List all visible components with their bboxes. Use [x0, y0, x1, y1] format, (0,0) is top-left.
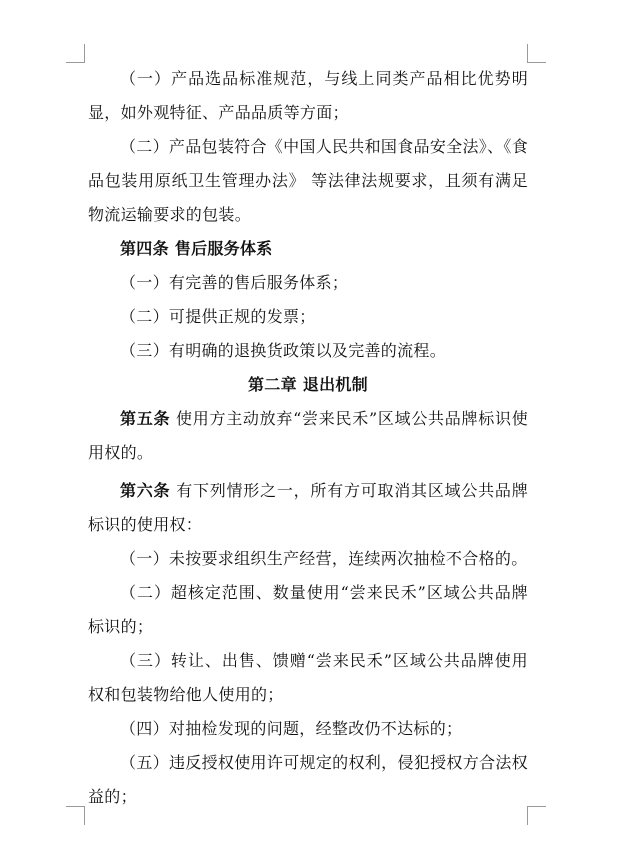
chapter-2-heading: 第二章 退出机制: [248, 375, 368, 394]
article-6-label: 第六条: [120, 481, 171, 500]
article-5-text: 使用方主动放弃“尝来民禾”区域公共品牌标识使用权的。: [88, 409, 528, 462]
article-5-paragraph: [88, 402, 528, 470]
page-corner-mark-top-left: [66, 44, 85, 63]
paragraph-invoice: （二）可提供正规的发票；: [120, 307, 316, 326]
page-corner-mark-bottom-left: [66, 806, 85, 825]
paragraph-return-policy: （三）有明确的退换货政策以及完善的流程。: [120, 341, 447, 360]
paragraph-product-packaging: （二）产品包装符合《中国人民共和国食品安全法》、《食品包装用原纸卫生管理办法》 等法律法规要求，且须有满足物流运输要求的包装。: [88, 137, 528, 224]
paragraph-exit-item-3: （三）转让、出售、馈赠“尝来民禾”区域公共品牌使用权和包装物给他人使用的；: [88, 651, 528, 704]
article-5-label: 第五条: [120, 409, 171, 428]
article-6-paragraph: [88, 474, 528, 542]
page-corner-mark-bottom-right: [527, 806, 546, 825]
paragraph-after-sales-system: （一）有完善的售后服务体系；: [120, 273, 349, 292]
document-body: [88, 62, 528, 814]
article-4-heading: 第四条 售后服务体系: [120, 239, 273, 258]
page-corner-mark-top-right: [527, 44, 546, 63]
paragraph-product-selection: （一）产品选品标准规范，与线上同类产品相比优势明显，如外观特征、产品品质等方面；: [88, 69, 528, 122]
article-6-text: 有下列情形之一，所有方可取消其区域公共品牌标识的使用权：: [88, 481, 528, 534]
paragraph-exit-item-2: （二）超核定范围、数量使用“尝来民禾”区域公共品牌标识的；: [88, 583, 528, 636]
paragraph-exit-item-5: （五）违反授权使用许可规定的权利，侵犯授权方合法权益的；: [88, 753, 528, 806]
paragraph-exit-item-4: （四）对抽检发现的问题，经整改仍不达标的；: [120, 719, 463, 738]
paragraph-exit-item-1: （一）未按要求组织生产经营，连续两次抽检不合格的。: [120, 549, 528, 568]
